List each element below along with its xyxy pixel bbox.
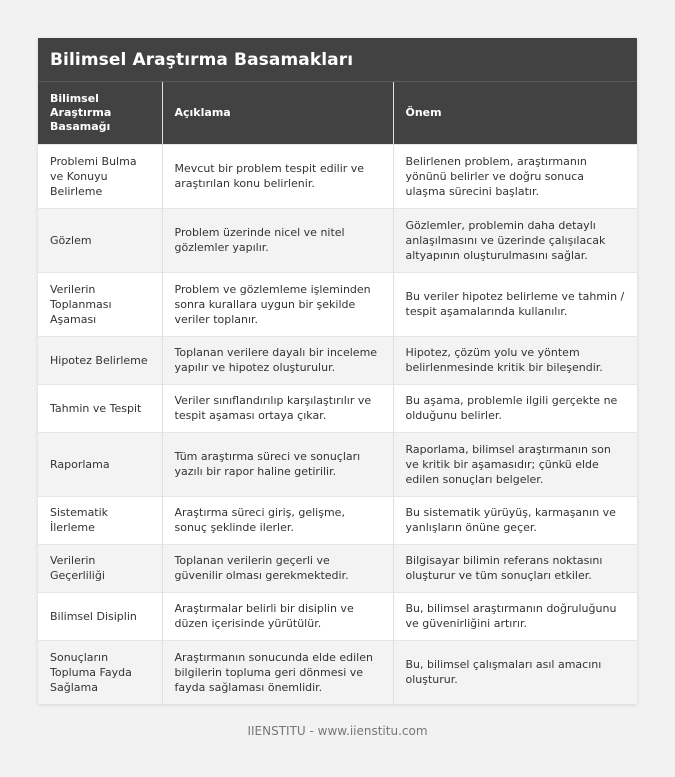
footer-credit: IIENSTITU - www.iienstitu.com [247, 724, 428, 738]
description-cell: Veriler sınıflandırılıp karşılaştırılır ve tespit aşaması ortaya çıkar. [162, 384, 393, 432]
page-title: Bilimsel Araştırma Basamakları [50, 49, 354, 70]
steps-table [38, 82, 637, 704]
table-row [38, 208, 637, 272]
description-cell: Toplanan verilerin geçerli ve güvenilir olması gerekmektedir. [162, 544, 393, 592]
step-cell: Verilerin Geçerliliği [38, 544, 162, 592]
description-cell: Problem ve gözlemleme işleminden sonra kurallara uygun bir şekilde veriler toplanır. [162, 272, 393, 336]
table-row [38, 336, 637, 384]
table-row [38, 384, 637, 432]
title-bar [38, 38, 637, 82]
step-cell: Tahmin ve Tespit [38, 384, 162, 432]
description-cell: Tüm araştırma süreci ve sonuçları yazılı bir rapor haline getirilir. [162, 432, 393, 496]
table-row [38, 144, 637, 208]
importance-cell: Bu sistematik yürüyüş, karmaşanın ve yanlışların önüne geçer. [393, 496, 637, 544]
table-row [38, 640, 637, 704]
description-cell: Araştırma süreci giriş, gelişme, sonuç şeklinde ilerler. [162, 496, 393, 544]
importance-cell: Hipotez, çözüm yolu ve yöntem belirlenmesinde kritik bir bileşendir. [393, 336, 637, 384]
step-cell: Sistematik İlerleme [38, 496, 162, 544]
importance-cell: Bu, bilimsel çalışmaları asıl amacını oluşturur. [393, 640, 637, 704]
importance-cell: Bilgisayar bilimin referans noktasını oluşturur ve tüm sonuçları etkiler. [393, 544, 637, 592]
importance-cell: Bu, bilimsel araştırmanın doğruluğunu ve güvenirliğini artırır. [393, 592, 637, 640]
table-card [38, 38, 637, 704]
header-row [38, 82, 637, 144]
table-row [38, 496, 637, 544]
description-cell: Problem üzerinde nicel ve nitel gözlemler yapılır. [162, 208, 393, 272]
table-row [38, 592, 637, 640]
table-row [38, 272, 637, 336]
column-header-step: Bilimsel Araştırma Basamağı [38, 82, 162, 144]
table-row [38, 544, 637, 592]
importance-cell: Bu aşama, problemle ilgili gerçekte ne olduğunu belirler. [393, 384, 637, 432]
importance-cell: Gözlemler, problemin daha detaylı anlaşılmasını ve üzerinde çalışılacak altyapının oluşturulmasını sağlar. [393, 208, 637, 272]
importance-cell: Bu veriler hipotez belirleme ve tahmin / tespit aşamalarında kullanılır. [393, 272, 637, 336]
description-cell: Araştırmalar belirli bir disiplin ve düzen içerisinde yürütülür. [162, 592, 393, 640]
importance-cell: Belirlenen problem, araştırmanın yönünü belirler ve doğru sonuca ulaşma sürecini başlatır. [393, 144, 637, 208]
step-cell: Verilerin Toplanması Aşaması [38, 272, 162, 336]
step-cell: Hipotez Belirleme [38, 336, 162, 384]
column-header-importance: Önem [393, 82, 637, 144]
step-cell: Sonuçların Topluma Fayda Sağlama [38, 640, 162, 704]
description-cell: Mevcut bir problem tespit edilir ve araştırılan konu belirlenir. [162, 144, 393, 208]
step-cell: Bilimsel Disiplin [38, 592, 162, 640]
table-row [38, 432, 637, 496]
step-cell: Gözlem [38, 208, 162, 272]
importance-cell: Raporlama, bilimsel araştırmanın son ve kritik bir aşamasıdır; çünkü elde edilen sonuçları belgeler. [393, 432, 637, 496]
step-cell: Problemi Bulma ve Konuyu Belirleme [38, 144, 162, 208]
step-cell: Raporlama [38, 432, 162, 496]
column-header-description: Açıklama [162, 82, 393, 144]
description-cell: Araştırmanın sonucunda elde edilen bilgilerin topluma geri dönmesi ve fayda sağlaması önemlidir. [162, 640, 393, 704]
description-cell: Toplanan verilere dayalı bir inceleme yapılır ve hipotez oluşturulur. [162, 336, 393, 384]
